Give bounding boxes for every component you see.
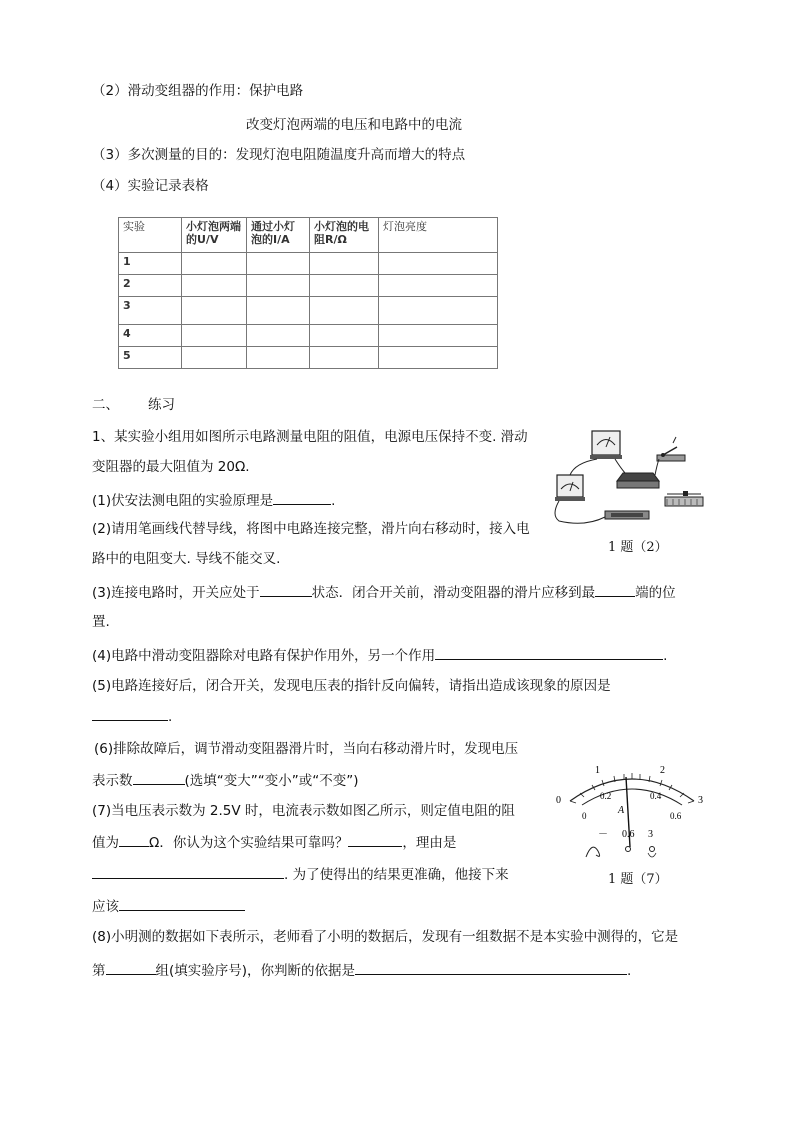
q1-intro-a: 1、某实验小组用如图所示电路测量电阻的阻值，电源电压保持不变. 滑动 <box>92 429 528 445</box>
top-tick-label: 1 <box>595 765 600 776</box>
record-table <box>118 217 498 369</box>
table-row <box>119 297 498 325</box>
terminal-label: 3 <box>648 829 653 840</box>
bottom-tick-label: 0.6 <box>670 811 682 821</box>
answer-blank[interactable] <box>273 490 331 505</box>
q1-part7-c: . 为了使得出的结果更准确，他接下来 <box>92 864 509 884</box>
section-number: 二、 <box>92 397 119 413</box>
terminal-post <box>650 847 655 852</box>
table-header: 实验 <box>119 218 182 253</box>
q1-part1: (1)伏安法测电阻的实验原理是 . <box>92 490 335 510</box>
circuit-caption: 1 题（2） <box>608 540 668 555</box>
q1-part2-b: 路中的电阻变大. 导线不能交叉. <box>92 551 281 567</box>
answer-blank[interactable] <box>260 582 312 597</box>
q1-part6-b: 表示数 (选填“变大”“变小”或“不变”) <box>92 770 359 790</box>
row-index: 5 <box>119 347 182 369</box>
dial-arc-inner <box>582 789 682 805</box>
answer-blank[interactable] <box>595 582 635 597</box>
meter-caption: 1 题（7） <box>608 872 668 887</box>
section-title: 练习 <box>148 397 175 413</box>
dial-arc-outer <box>570 779 694 801</box>
terminal-label: 0.6 <box>622 829 635 840</box>
ammeter-dial-figure <box>552 755 712 867</box>
top-tick-label: 2 <box>660 765 665 776</box>
table-row <box>119 325 498 347</box>
line-slider-role: （2）滑动变组器的作用：保护电路 <box>92 83 304 99</box>
q1-part3-d: 置. <box>92 614 110 630</box>
top-tick-label: 0 <box>556 795 561 806</box>
lead-wire <box>586 847 600 857</box>
answer-blank[interactable] <box>435 645 663 660</box>
battery-icon <box>617 473 659 488</box>
circuit-figure <box>545 425 705 537</box>
q1-part5-b: . <box>92 706 172 726</box>
bottom-tick-label: 0.2 <box>600 791 612 801</box>
q1-part3: (3)连接电路时，开关应处于 状态．闭合开关前，滑动变阻器的滑片应移到最 端的位 <box>92 582 676 602</box>
top-tick-label: 3 <box>698 795 703 806</box>
q1-part6-a: (6)排除故障后，调节滑动变阻器滑片时，当向右移动滑片时，发现电压 <box>94 741 519 757</box>
meter-unit: A <box>618 805 625 816</box>
q1-part8-a: (8)小明测的数据如下表所示，老师看了小明的数据后，发现有一组数据不是本实验中测得的，它是 <box>92 929 679 945</box>
q1-part7-a: (7)当电压表示数为 2.5V 时，电流表示数如图乙所示，则定值电阻的阻 <box>92 803 515 819</box>
lead-wire <box>648 853 656 857</box>
terminal-post <box>626 847 631 852</box>
q1-part4: (4)电路中滑动变阻器除对电路有保护作用外，另一个作用 . <box>92 645 667 665</box>
answer-blank[interactable] <box>92 706 168 721</box>
table-header-row <box>119 218 498 253</box>
resistor-icon <box>605 511 649 519</box>
q1-part7-b: 值为 Ω．你认为这个实验结果可靠吗？ ，理由是 <box>92 832 456 852</box>
row-index: 3 <box>119 297 182 325</box>
q1-part7-d: 应该 <box>92 896 245 916</box>
line-purpose: （3）多次测量的目的：发现灯泡电阻随温度升高而增大的特点 <box>92 147 466 163</box>
table-header: 小灯泡两端的U/V <box>182 218 247 253</box>
row-index: 1 <box>119 253 182 275</box>
table-row <box>119 275 498 297</box>
table-header: 灯泡亮度 <box>379 218 498 253</box>
answer-blank[interactable] <box>106 960 156 975</box>
table-row <box>119 347 498 369</box>
q1-part5-a: (5)电路连接好后，闭合开关，发现电压表的指针反向偏转，请指出造成该现象的原因是 <box>92 678 611 694</box>
answer-blank[interactable] <box>119 832 149 847</box>
answer-blank[interactable] <box>92 864 284 879</box>
line-slider-role-2: 改变灯泡两端的电压和电路中的电流 <box>246 117 462 133</box>
q1-part8-b: 第 组(填实验序号)，你判断的依据是 . <box>92 960 631 980</box>
table-row <box>119 253 498 275</box>
line-table-title: （4）实验记录表格 <box>92 178 209 194</box>
switch-icon <box>657 437 685 461</box>
row-index: 2 <box>119 275 182 297</box>
dial-ticks <box>570 773 694 803</box>
terminal-label: － <box>598 829 608 840</box>
table-header: 通过小灯泡的I/A <box>247 218 310 253</box>
table-header: 小灯泡的电阻R/Ω <box>310 218 379 253</box>
answer-blank[interactable] <box>355 960 627 975</box>
answer-blank[interactable] <box>348 832 402 847</box>
q1-intro-b: 变阻器的最大阻值为 20Ω. <box>92 459 250 475</box>
q1-part2-a: (2)请用笔画线代替导线，将图中电路连接完整，滑片向右移动时，接入电 <box>92 521 530 537</box>
answer-blank[interactable] <box>119 896 245 911</box>
ammeter-icon <box>555 475 585 501</box>
row-index: 4 <box>119 325 182 347</box>
answer-blank[interactable] <box>133 770 185 785</box>
rheostat-icon <box>665 491 703 506</box>
bottom-tick-label: 0 <box>582 811 587 821</box>
voltmeter-icon <box>590 431 622 459</box>
bottom-tick-label: 0.4 <box>650 791 662 801</box>
